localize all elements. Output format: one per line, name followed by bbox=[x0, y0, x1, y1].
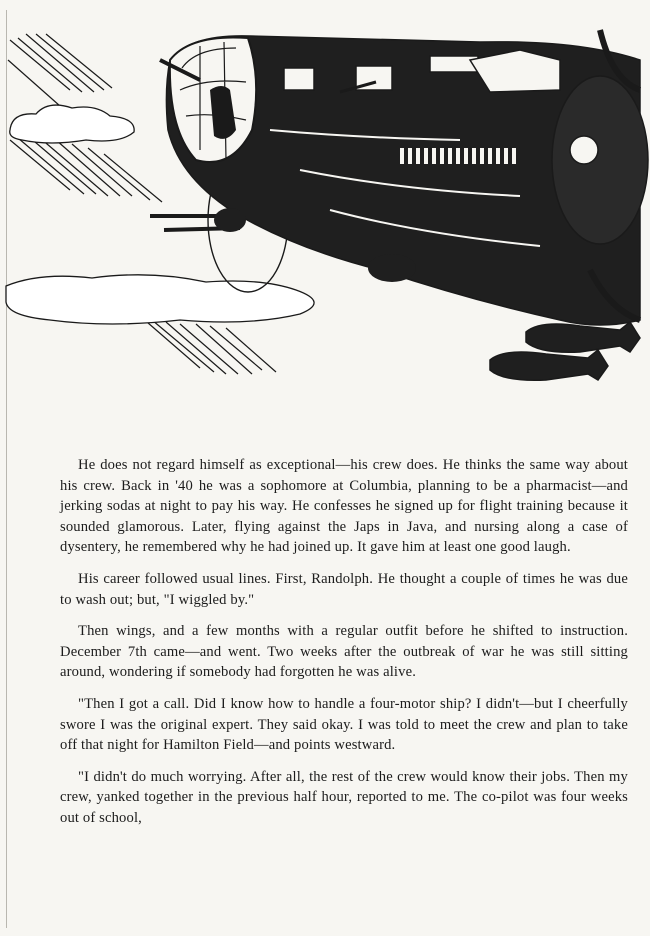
bomber-illustration bbox=[0, 20, 650, 440]
bombs bbox=[490, 322, 640, 380]
paragraph-1: He does not regard himself as exceptional—his crew does. He thinks the same way about his crew. Back in '40 he was a sophomore at Columbia, planning to be a pharmacist—and jerking sodas at night to pay his way. He confesses he signed up for flight training because it sounded glamorous. Later, flying against the Japs in Java, and nursing along a case of dysentery, he remembered why he had joined up. It gave him at least one good laugh. bbox=[60, 457, 628, 556]
mission-markers bbox=[400, 148, 516, 164]
paragraph-4: "Then I got a call. Did I know how to handle a four-motor ship? I didn't—but I cheerfully swore I was the original expert. They said okay. I was told to meet the crew and plan to take off that night for Hamilton Field—and points westward. bbox=[60, 695, 628, 754]
article-text bbox=[60, 455, 628, 840]
paragraph-5: "I didn't do much worrying. After all, the rest of the crew would know their jobs. Then my crew, yanked together in the previous half hour, reported to me. The co-pilot was four weeks out of school, bbox=[60, 768, 628, 826]
paragraph-2: His career followed usual lines. First, Randolph. He thought a couple of times he was due to wash out; but, "I wiggled by." bbox=[60, 570, 628, 608]
paragraph-3: Then wings, and a few months with a regular outfit before he shifted to instruction. December 7th came—and went. Two weeks after the outbreak of war he was still sitting around, wondering if somebody had forgotten he was alive. bbox=[60, 623, 628, 681]
